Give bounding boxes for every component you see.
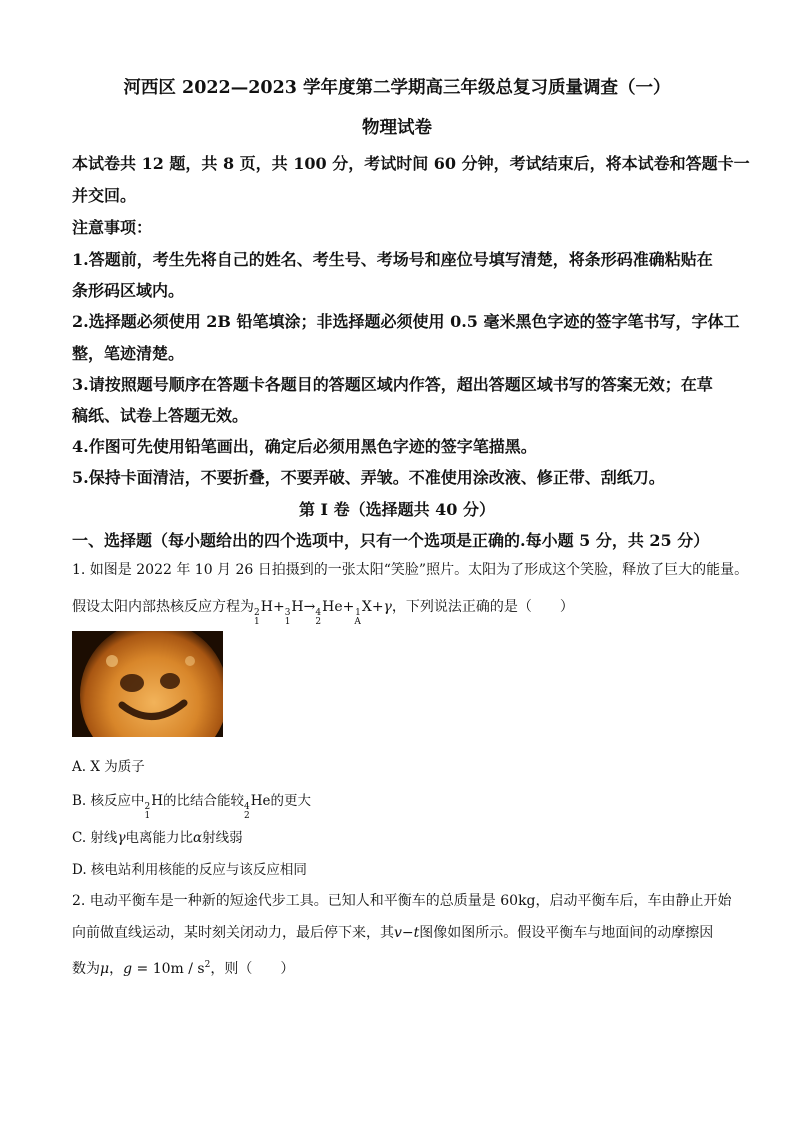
question-1-line-2: 假设太阳内部热核反应方程为 2 1 H+ 3 1 H→ 4 2 He+ 1 A X+γ，下列说法正确的是（ ） [72,599,574,627]
notes-heading: 注意事项： [72,218,153,237]
note-item: 1.答题前，考生先将自己的姓名、考生号、考场号和座位号填写清楚，将条形码准确粘贴在 [72,250,713,269]
question-2-line-3: 数为μ，$g = 10m / s^2$，则（ ） [72,960,295,977]
exam-title: 河西区 2022—2023 学年度第二学期高三年级总复习质量调查（一） [123,78,671,98]
intro-line-1: 本试卷共 12 题，共 8 页，共 100 分，考试时间 60 分钟，考试结束后，将本试卷和答题卡一 [72,154,750,173]
question-1-option-c: C. 射线γ电离能力比α射线弱 [72,830,243,846]
intro-line-2: 并交回。 [72,186,137,205]
volume-heading: 第 I 卷（选择题共 40 分） [298,500,496,519]
note-item: 稿纸、试卷上答题无效。 [72,406,249,425]
question-1-option-b: B. 核反应中 2 1 H的比结合能较 4 2 He的更大 [72,793,312,821]
sun-photo-graphic [72,631,223,737]
note-item: 整，笔迹清楚。 [72,344,185,363]
sun-smiley-photo [72,631,223,737]
note-item: 5.保持卡面清洁，不要折叠，不要弄破、弄皱。不准使用涂改液、修正带、刮纸刀。 [72,468,665,487]
exam-subject: 物理试卷 [362,118,432,138]
question-1-line-1: 1. 如图是 2022 年 10 月 26 日拍摄到的一张太阳“笑脸”照片。太阳为了形成这个笑脸，释放了巨大的能量。 [72,562,749,578]
note-item: 3.请按照题号顺序在答题卡各题目的答题区域内作答，超出答题区域书写的答案无效；在草 [72,375,713,394]
section-heading: 一、选择题（每小题给出的四个选项中，只有一个选项是正确的.每小题 5 分，共 25 分） [72,531,710,550]
note-item: 4.作图可先使用铅笔画出，确定后必须用黑色字迹的签字笔描黑。 [72,437,537,456]
note-item: 2.选择题必须使用 2B 铅笔填涂；非选择题必须使用 0.5 毫米黑色字迹的签字笔书写，字体工 [72,312,740,331]
question-2-line-2: 向前做直线运动，某时刻关闭动力，最后停下来，其v−t图像如图所示。假设平衡车与地面间的动摩擦因 [72,925,714,941]
question-2-line-1: 2. 电动平衡车是一种新的短途代步工具。已知人和平衡车的总质量是 60kg，启动平衡车后，车由静止开始 [72,893,732,909]
question-1-option-d: D. 核电站利用核能的反应与该反应相同 [72,862,307,878]
note-item: 条形码区域内。 [72,281,185,300]
question-1-option-a: A. X 为质子 [72,759,145,775]
